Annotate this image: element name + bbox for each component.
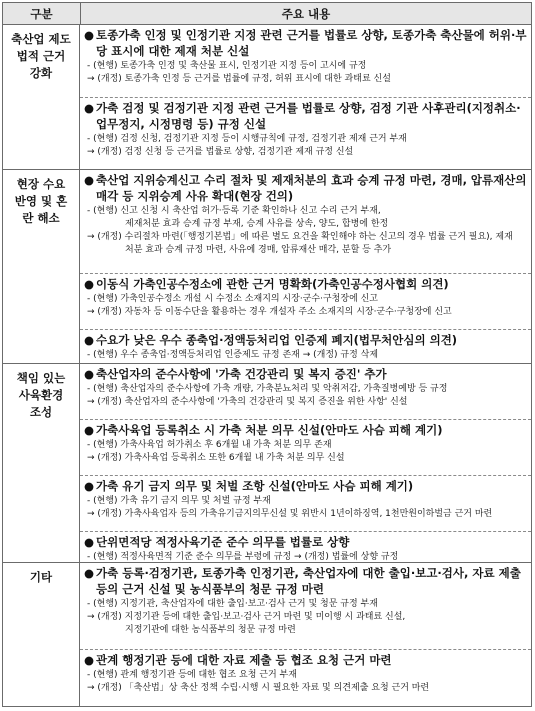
item-title: 단위면적당 적정사육기준 준수 의무를 법률로 상향 <box>96 535 350 549</box>
list-item <box>80 274 531 330</box>
category-line: 조성 <box>29 405 53 419</box>
item-title: 수요가 낮은 우수 종축업·정액등처리업 인증제 폐지(법무처안심의 의견) <box>96 333 458 347</box>
list-item <box>80 650 531 705</box>
header-category: 구분 <box>3 3 81 24</box>
item-title: 토종가축 인정 및 인정기관 지정 관련 근거를 법률로 상향, 토종가축 축산물에 허위·부당 표시에 대한 제재 처분 신설 <box>96 28 527 58</box>
item-line: → (개정) 검정 신청 등 근거를 법률로 상향, 검정기관 제재 규정 신설 <box>87 147 354 157</box>
list-item <box>80 420 531 476</box>
item-line: - (현행) 관계 행정기관 등에 대한 협조 요청 근거 부재 <box>87 670 297 680</box>
item-title: 가축사육업 등록취소 시 가축 처분 의무 신설(안마도 사슴 피해 계기) <box>96 423 443 437</box>
list-item <box>80 170 531 274</box>
bullet-icon: ● <box>84 423 95 437</box>
category-line: 사육환경 <box>18 388 64 402</box>
item-line: → (개정) 「축산법」상 축산 정책 수립·시행 시 필요한 자료 및 의견제출 요청 근거 마련 <box>87 683 430 693</box>
item-line: - (현행) 가축 유기 금지 의무 및 처벌 규정 부재 <box>87 496 271 506</box>
bullet-icon: ● <box>84 535 95 549</box>
content-cell <box>80 364 531 562</box>
item-line: → (개정) 토종가축 인정 등 근거를 법률에 규정, 허위 표시에 대한 과태료 신설 <box>87 74 391 84</box>
item-line: → (개정) 자동차 등 이동수단을 활용하는 경우 개설자 주소 소재지의 시장·군수·구청장에 신고 <box>87 307 452 317</box>
category-cell <box>3 25 80 169</box>
list-item <box>80 330 531 363</box>
item-line: - (현행) 신고 신청 시 축산업 허가·등록 기준 확인하나 신고 수리 근거 부재, <box>87 206 381 216</box>
bullet-icon: ● <box>84 333 95 347</box>
table-header <box>3 3 531 25</box>
header-content: 주요 내용 <box>281 6 331 21</box>
section-row <box>3 170 531 364</box>
item-line: - (현행) 우수 종축업·정액등처리업 인증제도 규정 존재 → (개정) 규정 삭제 <box>87 350 379 360</box>
category-cell <box>3 364 80 562</box>
item-line: 처분 효과 승계 규정 마련, 사유에 경매, 압류재산 매각, 분할 등 추가 <box>125 245 392 255</box>
section-row <box>3 25 531 170</box>
bullet-icon: ● <box>84 566 95 580</box>
item-line: → (개정) 가축사육업자 등의 가축유기금지의무신설 및 위반시 1년이하징역, 1천만원이하벌금 근거 마련 <box>87 509 493 519</box>
list-item <box>80 476 531 532</box>
item-line: → (개정) 지정기관 등에 대한 출입·보고·검사 근거 마련 및 미이행 시 과태료 신설, <box>87 612 406 622</box>
category-line: 강화 <box>29 66 53 80</box>
category-line: 반영 및 혼 <box>14 194 68 208</box>
item-title: 가축 검정 및 검정기관 지정 관련 근거를 법률로 상향, 검정 기관 사후관리(지정취소·업무정지, 시정명령 등) 규정 신설 <box>96 101 521 131</box>
category-line: 축산업 제도 <box>11 32 71 46</box>
list-item <box>80 563 531 650</box>
section-row <box>3 364 531 563</box>
bullet-icon: ● <box>84 28 95 42</box>
bullet-icon: ● <box>84 277 95 291</box>
bullet-icon: ● <box>84 653 95 667</box>
item-line: → (개정) 수리절차 마련(「행정기본법」에 따른 별도 요건을 확인해야 하는 신고의 경우 법률 근거 필요), 제재 <box>87 232 513 242</box>
section-row <box>3 563 531 706</box>
item-line: 제재처분 효과 승계 규정 부재, 승계 사유를 상속, 양도, 합병에 한정 <box>125 219 389 229</box>
item-line: - (현행) 토종가축 인정 및 축산물 표시, 인정기관 지정 등이 고시에 규정 <box>87 61 367 71</box>
item-title: 축산업 지위승계신고 수리 절차 및 제재처분의 효과 승계 규정 마련, 경매, 압류재산의 매각 등 지위승계 사유 확대(현장 건의) <box>96 173 527 203</box>
bullet-icon: ● <box>84 367 95 381</box>
content-cell <box>80 170 531 363</box>
item-line: 지정기관에 대한 농식품부의 청문 규정 마련 <box>125 625 296 635</box>
list-item <box>80 532 531 562</box>
content-cell <box>80 25 531 169</box>
item-title: 이동식 가축인공수정소에 관한 근거 명확화(가축인공수정사협회 의견) <box>96 277 449 291</box>
item-line: - (현행) 적정사육면적 기준 준수 의무를 부령에 규정 → (개정) 법률에 상향 규정 <box>87 552 399 562</box>
bullet-icon: ● <box>84 101 95 115</box>
bullet-icon: ● <box>84 173 95 187</box>
item-title: 축산업자의 준수사항에 '가축 건강관리 및 복지 증진' 추가 <box>96 367 387 381</box>
bullet-icon: ● <box>84 479 95 493</box>
category-cell <box>3 170 80 363</box>
item-title: 가축 등록·검정기관, 토종가축 인정기관, 축산업자에 대한 출입·보고·검사, 자료 제출 등의 근거 신설 및 농식품부의 청문 규정 마련 <box>96 566 521 596</box>
category-line: 법적 근거 <box>16 49 66 63</box>
item-line: - (현행) 가축사육업 허가취소 후 6개월 내 가축 처분 의무 존재 <box>87 440 332 450</box>
list-item <box>80 25 531 98</box>
category-line: 란 해소 <box>22 211 60 225</box>
category-line: 책임 있는 <box>16 371 66 385</box>
item-line: → (개정) 축산업자의 준수사항에 '가축의 건강관리 및 복지 증진을 위한 사항' 신설 <box>87 397 408 407</box>
item-title: 관계 행정기관 등에 대한 자료 제출 등 협조 요청 근거 마련 <box>96 653 392 667</box>
list-item <box>80 98 531 169</box>
item-line: - (현행) 지정기관, 축산업자에 대한 출입·보고·검사 근거 및 청문 규정 부재 <box>87 599 378 609</box>
list-item <box>80 364 531 420</box>
policy-table <box>2 2 532 707</box>
item-line: - (현행) 가축인공수정소 개설 시 수정소 소재지의 시장·군수·구청장에 신고 <box>87 294 379 304</box>
item-title: 가축 유기 금지 의무 및 처벌 조항 신설(안마도 사슴 피해 계기) <box>96 479 414 493</box>
item-line: - (현행) 축산업자의 준수사항에 가축 개량, 가축분뇨처리 및 악취저감, 가축질병예방 등 규정 <box>87 384 448 394</box>
content-cell <box>80 563 531 706</box>
category-cell <box>3 563 80 706</box>
category-line: 기타 <box>29 570 53 584</box>
item-line: - (현행) 검정 신청, 검정기관 지정 등이 시행규칙에 규정, 검정기관 제재 근거 부재 <box>87 134 407 144</box>
category-line: 현장 수요 <box>16 177 66 191</box>
item-line: → (개정) 가축사육업 등록취소 또한 6개월 내 가축 처분 의무 신설 <box>87 453 345 463</box>
